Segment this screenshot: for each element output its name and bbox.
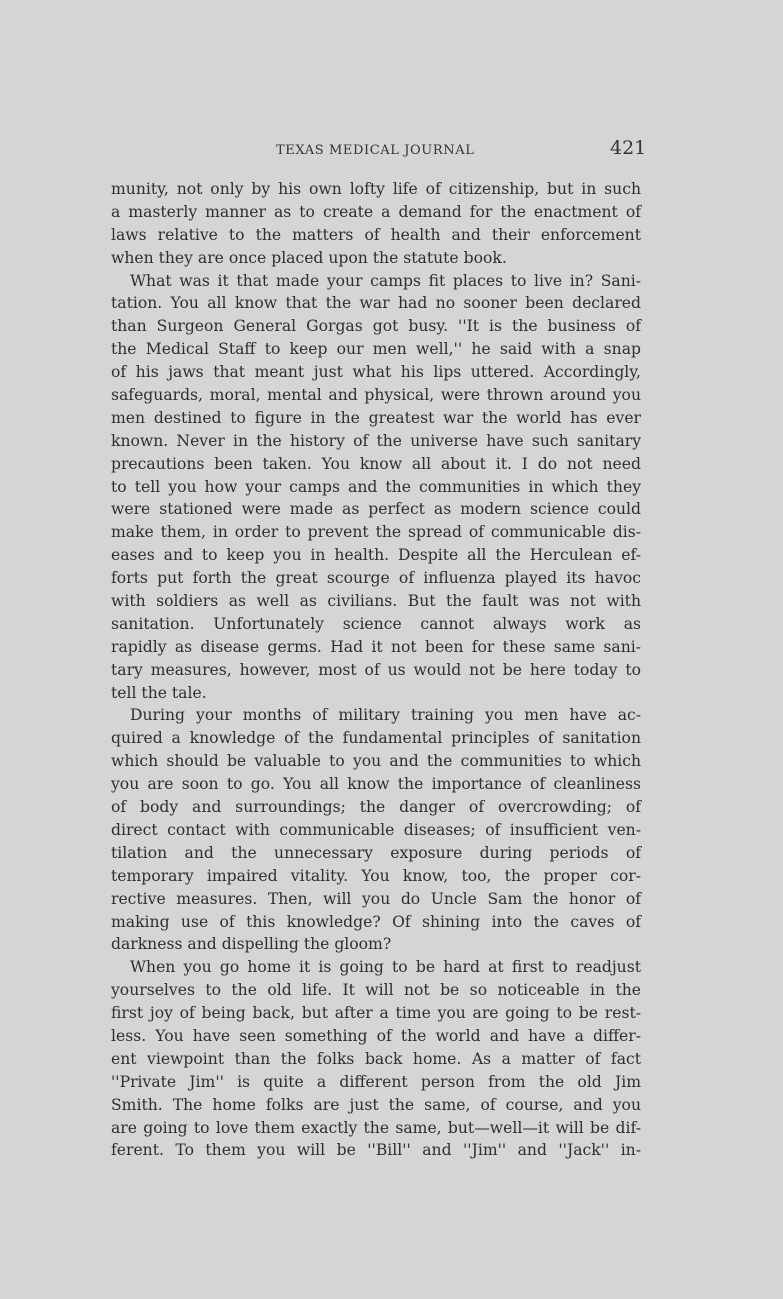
text-line: less. You have seen something of the world and have a differ-: [111, 1026, 641, 1045]
text-line: than Surgeon General Gorgas got busy. ''It is the business of: [111, 317, 641, 336]
text-line: What was it that made your camps fit places to live in? Sani-: [130, 271, 641, 290]
text-line: safeguards, moral, mental and physical, were thrown around you: [111, 386, 641, 405]
text-line: quired a knowledge of the fundamental principles of sanitation: [111, 729, 641, 748]
text-line: rective measures. Then, will you do Uncle Sam the honor of: [111, 889, 641, 908]
text-line: the Medical Staff to keep our men well,'' he said with a snap: [111, 340, 641, 359]
text-line: a masterly manner as to create a demand for the enactment of: [111, 202, 641, 221]
text-line: to tell you how your camps and the communities in which they: [111, 477, 641, 496]
text-line: ent viewpoint than the folks back home. As a matter of fact: [111, 1049, 641, 1068]
page-number: 421: [610, 137, 647, 159]
text-line: Smith. The home folks are just the same, of course, and you: [111, 1095, 641, 1114]
text-line: making use of this knowledge? Of shining into the caves of: [111, 912, 641, 931]
text-line: laws relative to the matters of health and their enforcement: [111, 225, 641, 244]
text-line: tell the tale.: [111, 683, 207, 702]
text-line: ''Private Jim'' is quite a different person from the old Jim: [111, 1072, 641, 1091]
text-line: when they are once placed upon the statute book.: [111, 248, 507, 267]
text-line: When you go home it is going to be hard at first to readjust: [130, 958, 641, 977]
text-line: During your months of military training you men have ac-: [130, 706, 641, 725]
text-line: tilation and the unnecessary exposure during periods of: [111, 843, 641, 862]
text-line: tation. You all know that the war had no sooner been declared: [111, 294, 641, 313]
text-line: of his jaws that meant just what his lips uttered. Accordingly,: [111, 363, 641, 382]
text-line: sanitation. Unfortunately science cannot always work as: [111, 614, 641, 633]
text-line: munity, not only by his own lofty life of citizenship, but in such: [111, 180, 641, 198]
body-text: [111, 178, 641, 1162]
text-line: rapidly as disease germs. Had it not been for these same sani-: [111, 637, 641, 656]
running-head: TEXAS MEDICAL JOURNAL: [276, 143, 475, 158]
text-line: forts put forth the great scourge of influenza played its havoc: [111, 569, 641, 588]
text-line: temporary impaired vitality. You know, too, the proper cor-: [111, 866, 641, 885]
text-line: yourselves to the old life. It will not be so noticeable in the: [111, 981, 641, 1000]
text-line: make them, in order to prevent the spread of communicable dis-: [111, 523, 641, 542]
text-line: darkness and dispelling the gloom?: [111, 935, 392, 954]
text-line: are going to love them exactly the same, but—well—it will be dif-: [111, 1118, 641, 1137]
text-line: men destined to figure in the greatest war the world has ever: [111, 408, 641, 427]
text-line: you are soon to go. You all know the importance of cleanliness: [111, 775, 641, 794]
text-line: precautions been taken. You know all about it. I do not need: [111, 454, 641, 473]
text-line: eases and to keep you in health. Despite all the Herculean ef-: [111, 546, 641, 565]
text-line: with soldiers as well as civilians. But the fault was not with: [111, 592, 641, 611]
text-line: first joy of being back, but after a time you are going to be rest-: [111, 1004, 641, 1023]
text-line: direct contact with communicable diseases; of insufficient ven-: [111, 820, 641, 839]
text-line: ferent. To them you will be ''Bill'' and ''Jim'' and ''Jack'' in-: [111, 1141, 641, 1160]
text-line: of body and surroundings; the danger of overcrowding; of: [111, 798, 641, 817]
text-line: were stationed were made as perfect as modern science could: [111, 500, 641, 519]
text-line: which should be valuable to you and the communities to which: [111, 752, 641, 771]
text-line: tary measures, however, most of us would not be here today to: [111, 660, 641, 679]
text-line: known. Never in the history of the universe have such sanitary: [111, 431, 641, 450]
